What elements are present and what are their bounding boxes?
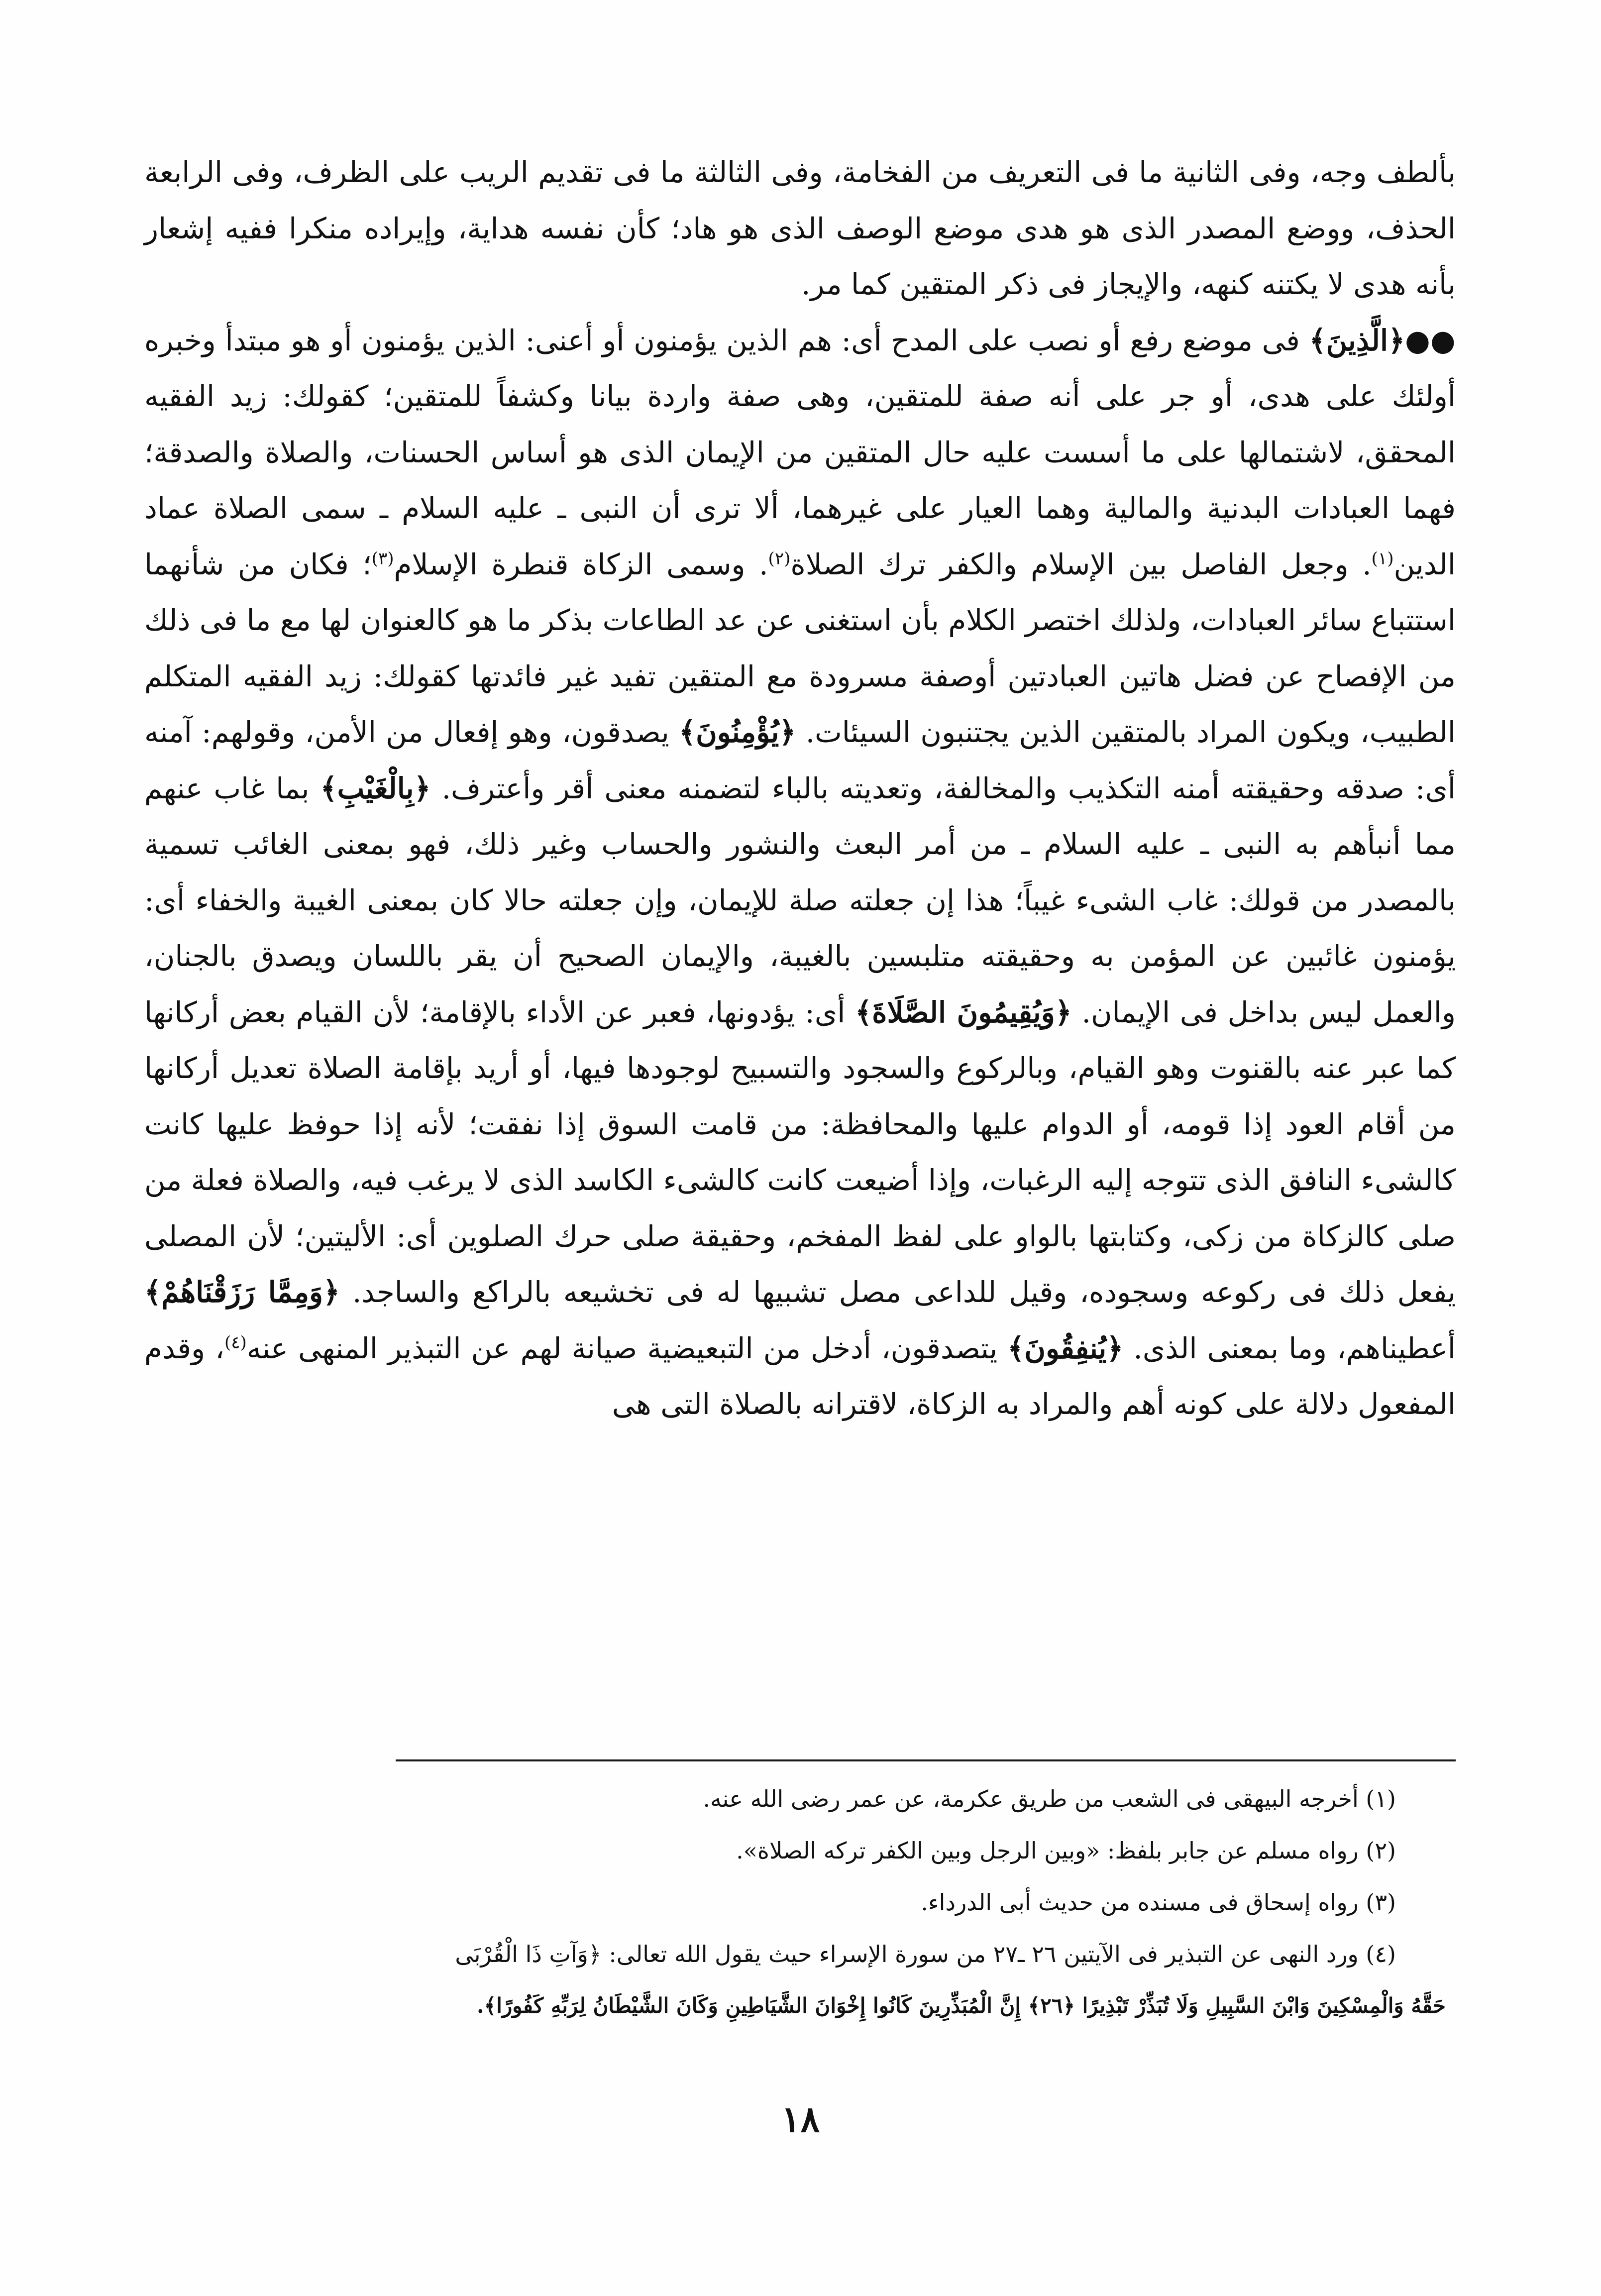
text-run: . وجعل الفاصل بين الإسلام والكفر ترك الصلاة xyxy=(790,547,1372,581)
text-run: ؛ فكان من شأنهما استتباع سائر العبادات، ولذلك اختصر الكلام بأن استغنى عن عد الطاعات بذكر ما هو كالعنوان لها مع ما فى ذلك من الإفصاح عن فضل هاتين العبادتين أوصفة مسرودة مع المتقين تفيد غير فائدتها كقولك: زيد الفقيه المتكلم الطبيب، ويكون المراد بالمتقين الذين يجتنبون السيئات. xyxy=(144,547,1456,749)
quran-word-bilghayb: ﴿بِالْغَيْبِ﴾ xyxy=(320,771,431,805)
bullet-marker: ●● xyxy=(1405,323,1456,357)
quran-phrase-yuqimun: ﴿وَيُقِيمُونَ الصَّلَاةَ﴾ xyxy=(855,995,1072,1029)
paragraph-2 xyxy=(144,313,1456,1432)
page-number: ١٨ xyxy=(781,2098,820,2140)
text-run: يتصدقون، أدخل من التبعيضية صيانة لهم عن التبذير المنهى عنه xyxy=(246,1331,1008,1365)
text-run: ، وقدم المفعول دلالة على كونه أهم والمراد به الزكاة، لاقترانه بالصلاة التى هى xyxy=(144,1331,1456,1421)
footnote-4-continuation: حَقَّهُ وَالْمِسْكِينَ وَابْنَ السَّبِيلِ وَلَا تُبَذِّرْ تَبْذِيرًا ﴿٢٦﴾ إِنَّ الْمُبَذِّرِينَ كَانُوا إِخْوَانَ الشَّيَاطِينِ وَكَانَ الشَّيْطَانُ لِرَبِّهِ كَفُورًا﴾. xyxy=(477,1993,1446,2018)
footnote-ref-1: (١) xyxy=(1371,548,1394,569)
footnote-2: (٢) رواه مسلم عن جابر بلفظ: «وبين الرجل وبين الكفر تركه الصلاة». xyxy=(736,1837,1396,1864)
quran-word-yuminun: ﴿يُؤْمِنُونَ﴾ xyxy=(679,715,796,749)
quran-phrase-razaqnahum: ﴿وَمِمَّا رَزَقْنَاهُمْ﴾ xyxy=(144,1275,340,1309)
footnote-separator xyxy=(396,1759,1456,1761)
footnote-ref-4: (٤) xyxy=(224,1332,247,1353)
text-run: يصدقون، وهو إفعال من الأمن، وقولهم: آمنه أى: صدقه وحقيقته أمنه التكذيب والمخالفة، وتعديته بالباء لتضمنه معنى أقر وأعترف. xyxy=(144,715,1456,805)
footnote-ref-2: (٢) xyxy=(768,548,791,569)
quran-word-alladhina: ﴿الَّذِينَ﴾ xyxy=(1309,323,1405,357)
text-run: أى: يؤدونها، فعبر عن الأداء بالإقامة؛ لأن القيام بعض أركانها كما عبر عنه بالقنوت وهو القيام، وبالركوع والسجود والتسبيح لوجودها فيها، أو أريد بإقامة الصلاة تعديل أركانها من أقام العود إذا قومه، أو الدوام عليها والمحافظة: من قامت السوق إذا نفقت؛ لأنه إذا حوفظ عليها كانت كالشىء النافق الذى تتوجه إليه الرغبات، وإذا أضيعت كانت كالشىء الكاسد الذى لا يرغب فيه، والصلاة فعلة من صلى كالزكاة من زكى، وكتابتها بالواو على لفظ المفخم، وحقيقة صلى حرك الصلوين أى: الأليتين؛ لأن المصلى يفعل ذلك فى ركوعه وسجوده، وقيل للداعى مصل تشبيها له فى تخشيعه بالراكع والساجد. xyxy=(144,995,1456,1309)
footnotes xyxy=(109,1773,1456,2032)
footnote-1: (١) أخرجه البيهقى فى الشعب من طريق عكرمة، عن عمر رضى الله عنه. xyxy=(703,1785,1396,1812)
footnote-ref-3: (٣) xyxy=(371,548,394,569)
quran-word-yunfiqun: ﴿يُنفِقُونَ﴾ xyxy=(1007,1331,1124,1365)
text-run: بما غاب عنهم مما أنبأهم به النبى ـ عليه السلام ـ من أمر البعث والنشور والحساب وغير ذلك، فهو بمعنى الغائب تسمية بالمصدر من قولك: غاب الشىء غيباً؛ هذا إن جعلته صلة للإيمان، وإن جعلته حالا كان بمعنى الغيبة والخفاء أى: يؤمنون غائبين عن المؤمن به وحقيقته متلبسين بالغيبة، والإيمان الصحيح أن يقر باللسان ويصدق بالجنان، والعمل ليس بداخل فى الإيمان. xyxy=(144,771,1456,1029)
text-run: . وسمى الزكاة قنطرة الإسلام xyxy=(394,547,768,581)
footnote-4: (٤) ورد النهى عن التبذير فى الآيتين ٢٦ ـ٢٧ من سورة الإسراء حيث يقول الله تعالى: ﴿وَآتِ ذَا الْقُرْبَى xyxy=(455,1941,1396,1968)
footnote-3: (٣) رواه إسحاق فى مسنده من حديث أبى الدرداء. xyxy=(921,1889,1396,1916)
text-run: فى موضع رفع أو نصب على المدح أى: هم الذين يؤمنون أو أعنى: الذين يؤمنون أو هو مبتدأ وخبره أولئك على هدى، أو جر على أنه صفة للمتقين، وهى صفة واردة بيانا وكشفاً للمتقين؛ كقولك: زيد الفقيه المحقق، لاشتمالها على ما أسست عليه حال المتقين من الإيمان الذى هو أساس الحسنات، والصلاة والصدقة؛ فهما العبادات البدنية والمالية وهما العيار على غيرهما، ألا ترى أن النبى ـ عليه السلام ـ سمى الصلاة عماد الدين xyxy=(144,323,1456,581)
main-text xyxy=(144,144,1456,1432)
paragraph-1: بألطف وجه، وفى الثانية ما فى التعريف من الفخامة، وفى الثالثة ما فى تقديم الريب على الظرف، وفى الرابعة الحذف، ووضع المصدر الذى هو هدى موضع الوصف الذى هو هاد؛ كأن نفسه هداية، وإيراده منكرا ففيه إشعار بأنه هدى لا يكتنه كنهه، والإيجاز فى ذكر المتقين كما مر. xyxy=(144,155,1456,301)
text-run: أعطيناهم، وما بمعنى الذى. xyxy=(1123,1331,1456,1365)
